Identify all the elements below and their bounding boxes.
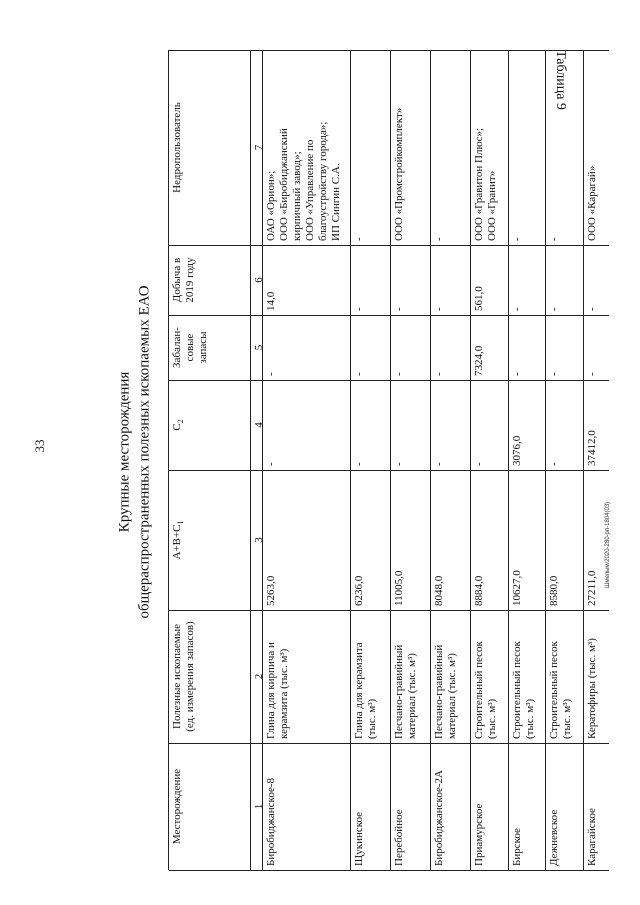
subsoil-user <box>583 50 608 245</box>
reserves-c2-text <box>473 462 486 466</box>
subsoil-user-text <box>353 237 366 241</box>
text-line: Песчано-гравийный <box>393 644 405 739</box>
mineral-type-text <box>265 642 291 739</box>
text-line: - <box>353 462 365 466</box>
mineral-type-text <box>393 645 419 739</box>
text-line: 1 <box>253 803 265 810</box>
table-bottom-border <box>351 870 391 871</box>
mineral-type-text <box>586 638 599 739</box>
text-line: Перебойное <box>393 809 405 866</box>
deposit-name-text <box>393 809 406 866</box>
text-line: - <box>393 372 405 376</box>
deposit-name-text <box>548 810 561 866</box>
mineral-type <box>470 610 508 743</box>
header-user-text <box>171 50 184 245</box>
text-line: запасы <box>197 331 209 364</box>
reserves-c2-text <box>586 430 599 466</box>
text-line: ООО «Карагай» <box>586 165 598 241</box>
header-deposit <box>168 743 250 870</box>
production-2019 <box>350 245 390 315</box>
text-line: (тыс. м³) <box>486 698 498 739</box>
subsoil-user-text <box>548 237 561 241</box>
text-line: Строительный песок <box>548 641 560 739</box>
deposit-name-text <box>586 808 599 866</box>
reserves-abc1-text <box>433 576 446 606</box>
subsoil-user <box>545 50 583 245</box>
production-2019 <box>430 245 470 315</box>
text-line: - <box>393 462 405 466</box>
subsoil-user <box>262 50 350 245</box>
text-line: - <box>393 307 405 311</box>
text-line: Забалан- <box>171 327 183 368</box>
text-line: Биробиджанское-8 <box>265 778 277 866</box>
text-line: 6 <box>253 277 265 283</box>
column-number <box>250 610 265 743</box>
text-line: - <box>433 237 445 241</box>
text-line: Строительный песок <box>473 641 485 739</box>
text-line: - <box>548 372 560 376</box>
reserves-c2 <box>350 380 390 470</box>
subsoil-user <box>350 50 390 245</box>
text-line <box>171 470 187 610</box>
deposit-name <box>350 743 390 870</box>
subsoil-user <box>508 50 545 245</box>
text-line: - <box>511 372 523 376</box>
deposit-name-text <box>511 828 524 866</box>
offbalance-reserves-text <box>433 372 446 376</box>
text-line: совые <box>184 333 196 362</box>
text-line: 7 <box>253 144 265 151</box>
table-bottom-border <box>546 870 584 871</box>
text-line: 2 <box>253 673 265 680</box>
text-line: - <box>433 372 445 376</box>
text-line: - <box>353 372 365 376</box>
reserves-c2-text <box>265 462 278 466</box>
deposit-name-text <box>353 812 366 866</box>
mineral-type <box>350 610 390 743</box>
subsoil-user <box>390 50 430 245</box>
deposit-name <box>508 743 545 870</box>
text-line: Бирское <box>511 828 523 866</box>
text-line: Недропользователь <box>171 102 183 193</box>
text-line: благоустройству города»; <box>317 121 329 241</box>
text-line: 8580,0 <box>548 575 560 606</box>
reserves-c2-text <box>548 462 561 466</box>
text-main: C <box>171 423 183 431</box>
text-line: 4 <box>253 422 265 428</box>
text-line: 14,0 <box>265 291 277 311</box>
text-line: ООО «Биробиджанский <box>278 128 290 241</box>
reserves-abc1-text <box>548 576 561 606</box>
text-line: керамзита (тыс. м³) <box>278 648 290 739</box>
text-line: 3076,0 <box>511 435 523 466</box>
text-main: A+B+C <box>171 524 183 560</box>
deposit-name-text <box>433 770 446 866</box>
deposit-name-text <box>265 778 278 866</box>
reserves-c2 <box>430 380 470 470</box>
text-line: 10627,0 <box>511 570 523 606</box>
text-subscript: 2 <box>176 419 186 424</box>
reserves-c2 <box>470 380 508 470</box>
offbalance-reserves <box>545 315 583 380</box>
offbalance-reserves-text <box>586 372 599 376</box>
reserves-abc1 <box>470 470 508 610</box>
text-line: Карагайское <box>586 808 598 866</box>
title-line-2: общераспространенных полезных ископаемых ЕАО <box>136 285 153 619</box>
text-line: 561,0 <box>473 286 485 311</box>
footer-code: Шмелым/2020-280-рп-1804(03) <box>605 501 611 589</box>
production-2019-text <box>433 307 446 311</box>
table-bottom-border <box>584 870 609 871</box>
reserves-abc1-text <box>586 571 599 606</box>
header-abc1 <box>168 470 250 610</box>
text-line <box>171 380 187 470</box>
mineral-type <box>508 610 545 743</box>
header-c2-text <box>171 380 187 470</box>
text-line: ООО «Промстройкомплект» <box>393 107 405 241</box>
text-line: (тыс. м³) <box>366 698 378 739</box>
production-2019-text <box>511 307 524 311</box>
text-line: - <box>353 307 365 311</box>
text-line: 37412,0 <box>586 430 598 466</box>
reserves-abc1-text <box>511 570 524 606</box>
text-line: Строительный песок <box>511 641 523 739</box>
offbalance-reserves-text <box>393 372 406 376</box>
column-number <box>250 743 265 870</box>
text-line: 5263,0 <box>265 575 277 606</box>
text-line: - <box>548 462 560 466</box>
reserves-c2-text <box>353 462 366 466</box>
offbalance-reserves-text <box>548 372 561 376</box>
text-line: Кератофиры (тыс. м³) <box>586 638 598 739</box>
mineral-type <box>545 610 583 743</box>
offbalance-reserves <box>350 315 390 380</box>
text-line: ООО «Управление по <box>304 139 316 241</box>
reserves-abc1 <box>508 470 545 610</box>
text-line: Полезные ископаемые <box>171 624 183 729</box>
text-line: - <box>265 462 277 466</box>
offbalance-reserves <box>430 315 470 380</box>
text-line: 27211,0 <box>586 570 598 606</box>
text-line: Биробиджанское-2А <box>433 770 445 866</box>
subsoil-user <box>430 50 470 245</box>
reserves-abc1 <box>350 470 390 610</box>
text-line: - <box>586 307 598 311</box>
table-bottom-border <box>391 870 431 871</box>
text-line: - <box>353 237 365 241</box>
reserves-abc1-text <box>473 576 486 606</box>
deposit-name <box>430 743 470 870</box>
reserves-abc1 <box>390 470 430 610</box>
table-bottom-border <box>431 870 471 871</box>
text-line: - <box>586 372 598 376</box>
deposit-name <box>583 743 608 870</box>
production-2019 <box>390 245 430 315</box>
reserves-c2 <box>508 380 545 470</box>
reserves-c2 <box>583 380 608 470</box>
production-2019 <box>262 245 350 315</box>
production-2019 <box>545 245 583 315</box>
text-line: ИП Сингин С.А. <box>330 163 342 241</box>
reserves-abc1-text <box>353 576 366 606</box>
mineral-type <box>583 610 608 743</box>
header-deposit-text <box>171 743 184 870</box>
subsoil-user-text <box>265 122 343 241</box>
page-number: 33 <box>32 439 47 453</box>
offbalance-reserves-text <box>265 372 278 376</box>
deposit-name <box>470 743 508 870</box>
offbalance-reserves-text <box>353 372 366 376</box>
text-line: Добыча в <box>171 257 183 303</box>
deposit-name <box>545 743 583 870</box>
reserves-abc1-text <box>393 571 406 606</box>
text-line: Приамурское <box>473 803 485 866</box>
reserves-abc1-text <box>265 576 278 606</box>
text-line: - <box>511 237 523 241</box>
title-line-1: Крупные месторождения <box>116 371 133 533</box>
text-line: Дежневское <box>548 809 560 866</box>
production-2019-text <box>393 307 406 311</box>
reserves-abc1 <box>430 470 470 610</box>
production-2019-text <box>353 307 366 311</box>
subsoil-user-text <box>511 237 524 241</box>
table-bottom-border <box>263 870 351 871</box>
production-2019 <box>583 245 608 315</box>
table-bottom-border <box>169 870 251 871</box>
subsoil-user-text <box>393 108 406 241</box>
text-line: 2019 году <box>184 257 196 303</box>
offbalance-reserves <box>508 315 545 380</box>
table-label: Таблица 9 <box>553 50 568 110</box>
mineral-type-text <box>433 645 459 739</box>
text-line: Глина для кирпича и <box>265 642 277 739</box>
table-bottom-border <box>471 870 509 871</box>
offbalance-reserves <box>583 315 608 380</box>
header-c2 <box>168 380 250 470</box>
reserves-c2 <box>545 380 583 470</box>
text-line: Песчано-гравийный <box>433 644 445 739</box>
reserves-abc1 <box>262 470 350 610</box>
deposits-table <box>168 50 598 870</box>
text-line: ОАО «Орион»; <box>265 170 277 241</box>
text-line: 3 <box>253 537 265 543</box>
offbalance-reserves-text <box>473 346 486 376</box>
header-user <box>168 50 250 245</box>
table-bottom-border <box>509 870 546 871</box>
reserves-c2-text <box>511 436 524 466</box>
production-2019 <box>508 245 545 315</box>
mineral-type-text <box>353 642 379 739</box>
production-2019-text <box>586 307 599 311</box>
text-line: (тыс. м³) <box>561 698 573 739</box>
text-line: ООО «Гранит» <box>486 170 498 241</box>
header-production-text <box>171 245 197 315</box>
subsoil-user <box>470 50 508 245</box>
text-line: 8048,0 <box>433 575 445 606</box>
mineral-type <box>430 610 470 743</box>
text-line: кирпичный завод»; <box>291 151 303 241</box>
reserves-c2 <box>262 380 350 470</box>
text-line: - <box>473 462 485 466</box>
column-number <box>250 380 265 470</box>
text-line: ООО «Гравитон Плюс»; <box>473 127 485 241</box>
deposit-name-text <box>473 804 486 866</box>
offbalance-reserves <box>262 315 350 380</box>
reserves-abc1 <box>583 470 608 610</box>
text-line: 7324,0 <box>473 345 485 376</box>
text-line: - <box>433 307 445 311</box>
header-mineral <box>168 610 250 743</box>
subsoil-user-text <box>433 237 446 241</box>
text-line: Глина для керамзита <box>353 642 365 739</box>
production-2019-text <box>473 286 486 311</box>
mineral-type-text <box>511 641 537 739</box>
text-line: 6236,0 <box>353 575 365 606</box>
offbalance-reserves <box>470 315 508 380</box>
subsoil-user-text <box>473 128 499 241</box>
production-2019-text <box>265 292 278 311</box>
header-mineral-text <box>171 610 197 743</box>
text-line: 8884,0 <box>473 575 485 606</box>
text-line: - <box>433 462 445 466</box>
text-line: - <box>511 307 523 311</box>
mineral-type <box>390 610 430 743</box>
text-line: 11005,0 <box>393 570 405 606</box>
reserves-abc1 <box>545 470 583 610</box>
production-2019-text <box>548 307 561 311</box>
column-number <box>250 315 265 380</box>
mineral-type-text <box>548 641 574 739</box>
text-line: материал (тыс. м³) <box>446 653 458 739</box>
text-line: Месторождение <box>171 768 183 845</box>
header-offbalance <box>168 315 250 380</box>
mineral-type <box>262 610 350 743</box>
production-2019 <box>470 245 508 315</box>
text-line: - <box>548 307 560 311</box>
text-line: 5 <box>253 344 265 351</box>
text-subscript: 1 <box>176 520 186 525</box>
text-line: - <box>265 372 277 376</box>
column-number <box>250 245 265 315</box>
table-bottom-border <box>251 870 263 871</box>
text-line: Щукинское <box>353 811 365 866</box>
text-line: - <box>548 237 560 241</box>
reserves-c2-text <box>433 462 446 466</box>
text-line: (ед. измерения запасов) <box>184 621 196 732</box>
subsoil-user-text <box>586 166 599 241</box>
offbalance-reserves-text <box>511 372 524 376</box>
header-offbalance-text <box>171 315 210 380</box>
deposit-name <box>390 743 430 870</box>
header-production <box>168 245 250 315</box>
reserves-c2-text <box>393 462 406 466</box>
reserves-c2 <box>390 380 430 470</box>
header-abc1-text <box>171 470 187 610</box>
column-number <box>250 470 265 610</box>
text-line: материал (тыс. м³) <box>406 653 418 739</box>
text-line: (тыс. м³) <box>524 698 536 739</box>
offbalance-reserves <box>390 315 430 380</box>
mineral-type-text <box>473 641 499 739</box>
deposit-name <box>262 743 350 870</box>
column-number <box>250 50 265 245</box>
